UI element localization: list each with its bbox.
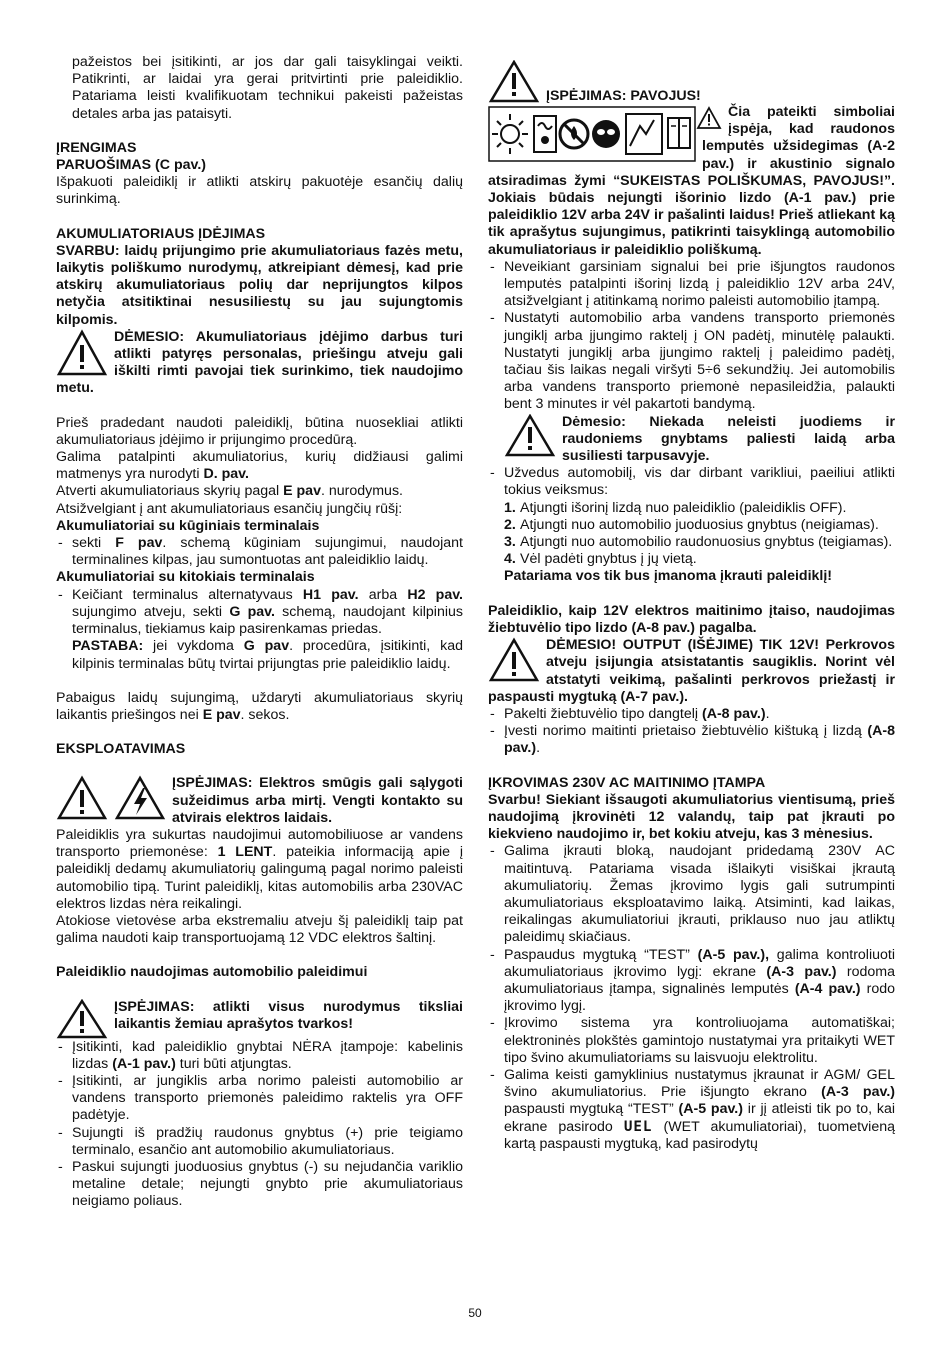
right-item-2: - Nustatyti automobilio arba vandens transporto priemonės jungiklį arba įjungimo raktelį į ON padėtį, minutėlę palaukti. Nustatyti jungiklį arba įjungimo raktelį į paleidimo padėtį, tačiau šis laikas negali viršyti 5÷6 sekundžių. Jei automobilis arba vandens transporto priemonė nepasileidžia, palaukti bent 3 minutes ir vėl pakartoti bandymą. — [488, 310, 895, 413]
battery-p2: Galima patalpinti akumuliatorius, kurių didžiausi galimi matmenys yra nurodyti D. pav. — [56, 449, 463, 483]
acid-icon — [534, 116, 556, 152]
power-item-1: - Pakelti žiebtuvėlio tipo dangtelį (A-8 pav.). — [488, 706, 895, 723]
battery-title: AKUMULIATORIAUS ĮDĖJIMAS — [56, 225, 266, 242]
power-item-2: - Įvesti norimo maitinti prietaiso žiebtuvėlio kištuką į lizdą (A-8 pav.). — [488, 723, 895, 757]
charging-item-1: - Galima įkrauti bloką, naudojant pridedamą 230V AC maitintuvą. Patariama visada išlaikyti visiškai įkrautą akumuliatorių. Žemas įkrovimo lygis gali sutrumpinti akumuliatoriaus eksploatavimo laiką. Atsiminti, kad laikas, reikalingas akumuliatoriui įkrauti, priklauso nuo jau atliktų paleidimų skiačiaus. — [488, 843, 895, 946]
clamps-warning-block — [488, 414, 895, 466]
battery-hazard-icon — [626, 114, 662, 154]
warning-triangle-icon — [56, 329, 108, 377]
safety-symbols-strip — [488, 106, 696, 162]
installation-title: ĮRENGIMAS — [56, 139, 137, 156]
small-warning-triangle-icon — [696, 106, 722, 130]
warning-triangle-icon — [504, 414, 556, 458]
left-column — [56, 54, 463, 1211]
power-warning-text: DĖMESIO! OUTPUT (IŠĖJIME) TIK 12V! Perkrovos atveju įsijungia atsistatantis saugiklis. Norint vėl atstatyti veikimą, pašalinti perkrovos priežastį ir paspausti mygtuką (A-7 pav.). — [488, 637, 895, 705]
wet-display-glyph: UEL — [623, 1118, 653, 1135]
charging-item-4: - Galima keisti gamyklinius nustatymus įkraunat ir AGM/ GEL švino akumuliatorius. Prie išjungto ekrano (A-3 pav.) paspausti mygtuką “TEST” (A-5 pav.) ir jį atleisti tik po to, kai ekrane pasirodo UEL (WET akumuliatoriai), tuometvieną kartą paspausti mygtuką, kad pasirodytų — [488, 1067, 895, 1153]
warning-triangle-icon — [56, 775, 108, 821]
read-manual-icon — [668, 118, 690, 148]
warning-triangle-icon — [488, 637, 540, 683]
conical-title: Akumuliatoriai su kūginiais terminalais — [56, 517, 320, 534]
danger-text: Čia pateikti simboliai įspėja, kad raudonos lemputės užsidegimas (A-2 pav.) ir akustinio signalo atsiradimas žymi “SUKEISTAS POLIŠKUMAS, PAVOJUS!”. Jokiais būdais nejungti išorinio lizdo (A-1 pav.) prie paleidiklio 12V arba 24V ir pašalinti laidus! Prieš atliekant ką tik aprašytus sujungimus, patikrinti taisyklingą automobilio akumuliatoriaus ir paleidiklio poliškumą. — [488, 104, 895, 258]
step-item: 2. Atjungti nuo automobilio juoduosius gnybtus (neigiamas). — [504, 516, 879, 533]
operation-warning-block — [56, 775, 463, 827]
battery-p4: Atsižvelgiant į ant akumuliatoriaus esančių jungčių rūšį: — [56, 500, 403, 517]
usage-item-1: - Įsitikinti, kad paleidiklio gnybtai NĖRA įtampoje: kabelinis lizdas (A-1 pav.) turi būti atjungtas. — [56, 1039, 463, 1073]
explosion-icon — [492, 114, 528, 154]
charging-title: ĮKROVIMAS 230V AC MAITINIMO ĮTAMPA — [488, 774, 766, 791]
clamps-warning-text: Dėmesio: Niekada neleisti juodiems ir raudoniems gnybtams paliesti laidą arba susiliesti tarpusavyje. — [562, 413, 895, 465]
charging-important: Svarbu! Siekiant išsaugoti akumuliatorius vientisumą, prieš naudojimą įkrovinėti 12 valandų, taip pat įkrauti po kiekvieno naudojimo ir, bet kokiu atveju, kas 3 mėnesius. — [488, 791, 895, 843]
page-number: 50 — [468, 1306, 482, 1320]
warning-triangle-icon — [488, 60, 540, 104]
conical-item: - sekti F pav. schemą kūginiam sujungimui, naudojant terminalines kilpas, jau sumontuotas ant paleidiklio laidų. — [56, 535, 463, 569]
other-title: Akumuliatoriai su kitokiais terminalais — [56, 569, 315, 586]
usage-item-2: - Įsitikinti, ar jungiklis arba norimo paleisti automobilio ar vandens transporto priemonės paleidimo raktelis yra OFF padėtyje. — [56, 1073, 463, 1125]
operation-title: EKSPLOATAVIMAS — [56, 741, 186, 758]
preparation-title: PARUOŠIMAS (C pav.) — [56, 157, 207, 174]
battery-p3: Atverti akumuliatoriaus skyrių pagal E pav. nurodymus. — [56, 483, 403, 500]
danger-block — [488, 60, 895, 259]
usage-item-3: - Sujungti iš pradžių raudonus gnybtus (+) prie teigiamo terminalo, esančio ant automobilio akumuliatoriaus. — [56, 1125, 463, 1159]
other-item: - Keičiant terminalus alternatyvaus H1 pav. arba H2 pav. sujungimo atveju, sekti G pav. schemą, naudojant kilpinius terminalus, tiekiamus kaip pasirenkamas priedas. — [56, 587, 463, 639]
operation-p1: Paleidiklis yra sukurtas naudojimui automobiliuose ar vandens transporto priemonėse: 1 LENT. pateikia informaciją apie į paleidiklį dedamų akumuliatorių galingumą pagal norimo paleisti automobilio tipą. Turint paleidiklį, kitas automobilis arba 230VAC elektros lizdas nėra reikalingi. — [56, 826, 463, 912]
recharge-advice: Patariama vos tik bus įmanoma įkrauti paleidiklį! — [504, 568, 833, 585]
power-warning-block — [488, 637, 895, 706]
electric-shock-icon — [114, 775, 166, 821]
step-item: 1. Atjungti išorinį lizdą nuo paleidiklio (paleidiklis OFF). — [504, 499, 847, 516]
battery-warning-block — [56, 329, 463, 398]
usage-title: Paleidiklio naudojimas automobilio paleidimui — [56, 964, 368, 981]
danger-title: ĮSPĖJIMAS: PAVOJUS! — [546, 88, 701, 104]
battery-important: SVARBU: laidų prijungimo prie akumuliatoriaus fazės metu, laikytis poliškumo nurodymų, atkreipiant dėmesį, kad prie atskirų akumuliatoriaus polių dar neprijungtos kilpos netyčia atsitiktinai nesusiliestų su jau sujungtomis kilpomis. — [56, 242, 463, 328]
battery-p1: Prieš pradedant naudoti paleidiklį, būtina nuosekliai atlikti akumuliatoriaus įdėjimo ir prijungimo procedūrą. — [56, 414, 463, 448]
no-fire-icon — [560, 120, 588, 148]
operation-p2: Atokiose vietovėse arba ekstremaliu atveju šį paleidiklį taip pat galima naudoti kaip transportuojamą 12 VDC elektros šaltinį. — [56, 912, 463, 947]
eye-protection-icon — [592, 120, 620, 148]
close-paragraph: Pabaigus laidų sujungimą, uždaryti akumuliatoriaus skyrių laikantis priešingos nei E pav. sekos. — [56, 689, 463, 723]
right-item-3: - Užvedus automobilį, vis dar dirbant varikliui, paeiliui atlikti tokius veiksmus: — [488, 465, 895, 499]
charging-item-3: - Įkrovimo sistema yra kontroliuojama automatiškai; elektroninės plokštės gamintojo nustatymai yra pritaikyti WET tipo švino akumuliatoriams su laisvuoju elektrolitu. — [488, 1015, 895, 1067]
right-item-1: - Neveikiant garsiniam signalui bei prie išjungtos raudonos lemputės patalpinti išorinį lizdą į paleidiklio 12V arba 24V, atsižvelgiant į atitinkamą norimo paleisti automobilio įtampą. — [488, 259, 895, 311]
operation-warning-text: ĮSPĖJIMAS: Elektros smūgis gali sąlygoti sužeidimus arba mirtį. Vengti kontakto su atvirais elektros laidais. — [172, 775, 463, 826]
usage-item-4: - Paskui sujungti juoduosius gnybtus (-) su nejudančia variklio metaline detale; nejungti gnybto prie akumuliatoriaus neigiamo poliaus. — [56, 1159, 463, 1211]
charging-item-2: - Paspaudus mygtuką “TEST” (A-5 pav.), galima kontroliuoti akumuliatoriaus įkrovimo lygį: ekrane (A-3 pav.) rodoma akumuliatoriaus įtampa, signalinės lemputės (A-4 pav.) rodo įkrovimo lygį. — [488, 947, 895, 1016]
usage-warning-text: ĮSPĖJIMAS: atlikti visus nurodymus tiksliai laikantis žemiau aprašytos tvarkos! — [114, 998, 463, 1032]
note-paragraph: PASTABA: jei vykdoma G pav. procedūra, įsitikinti, kad kilpinis terminalas būtų tvirtai prijungtas prie paleidiklio laidų. — [72, 638, 463, 672]
warning-triangle-icon — [56, 999, 108, 1039]
step-item: 3. Atjungti nuo automobilio raudonuosius gnybtus (teigiamas). — [504, 534, 893, 551]
intro-paragraph: pažeistos bei įsitikinti, ar jos dar gali taisyklingai veikti. Patikrinti, ar laidai yra gerai pritvirtinti prie paleidiklio. Patariama leisti kvalifikuotam technikui pakeisti pažeistas detales arba jas pataisyti. — [72, 54, 463, 122]
usage-warning-block — [56, 999, 463, 1033]
preparation-text: Išpakuoti paleidiklį ir atlikti atskirų pakuotėje esančių dalių surinkimą. — [56, 174, 463, 208]
step-item: 4. Vėl padėti gnybtus į jų vietą. — [504, 551, 697, 568]
battery-warning-text: DĖMESIO: Akumuliatoriaus įdėjimo darbus turi atlikti patyręs personalas, priešingu atveju gali iškilti rimti pavojai tiek surinkimo, tiek naudojimo metu. — [56, 328, 463, 397]
right-column — [488, 60, 895, 1153]
power-title: Paleidiklio, kaip 12V elektros maitinimo įtaiso, naudojimas žiebtuvėlio tipo lizdo (A-8 pav.) pagalba. — [488, 602, 895, 636]
